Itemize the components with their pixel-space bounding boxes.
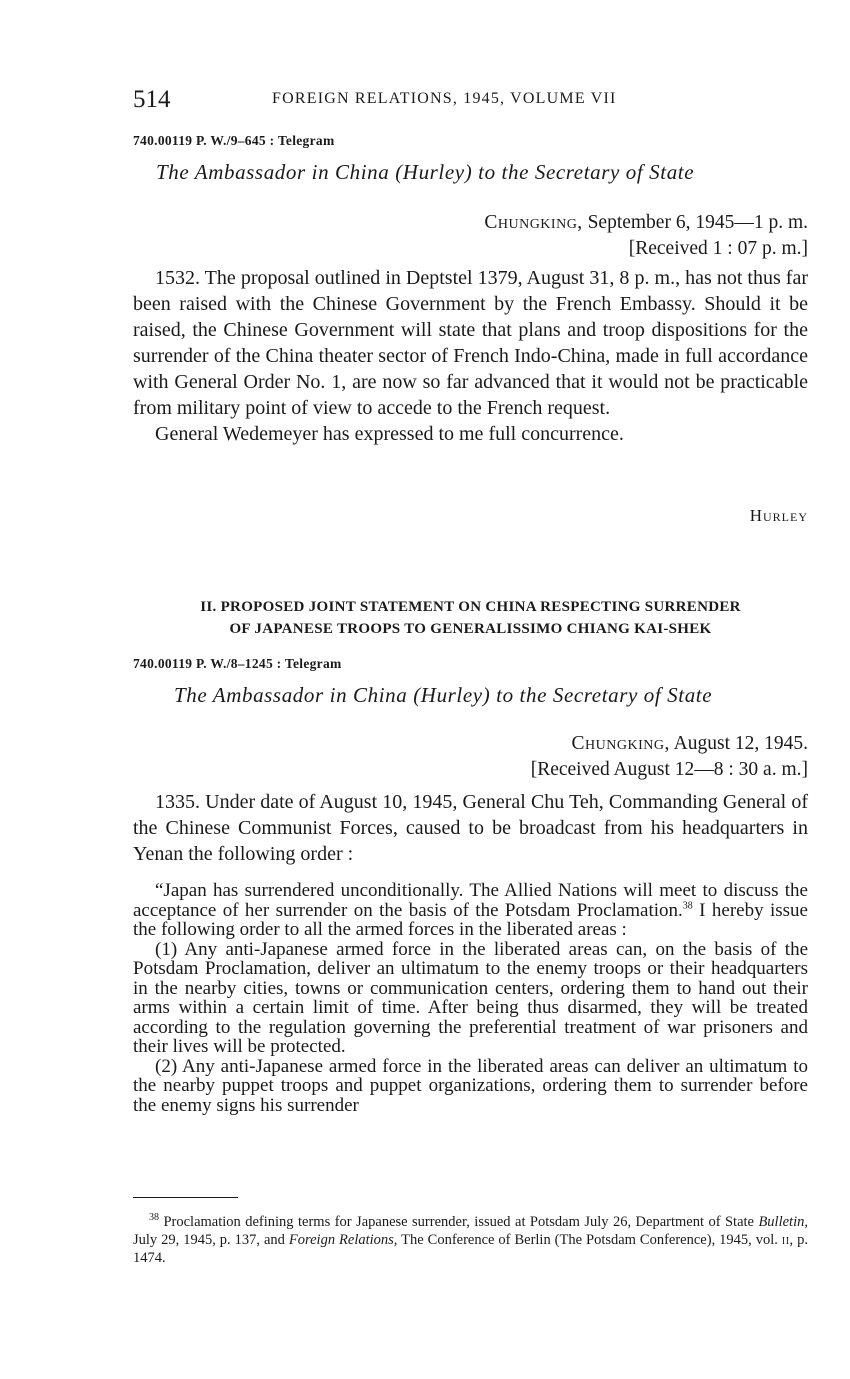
file-reference: 740.00119 P. W./8–1245 : Telegram — [133, 656, 342, 671]
footnote-marker: 38 — [149, 1212, 159, 1224]
dateline-date: August 12, 1945. — [673, 733, 808, 754]
quote-paragraph: (2) Any anti-Japanese armed force in the liberated areas can deliver an ultimatum to the nearby puppet troops and puppet organizations, ordering them to surrender before the enemy signs his surrender — [133, 1055, 808, 1116]
telegram-body — [133, 789, 808, 867]
dateline-date: September 6, 1945—1 p. m. — [587, 212, 808, 233]
dateline — [484, 210, 808, 262]
dateline-place: Chungking, — [484, 212, 583, 233]
file-reference: 740.00119 P. W./9–645 : Telegram — [133, 133, 335, 148]
paragraph: 1335. Under date of August 10, 1945, General Chu Teh, Commanding General of the Chinese Communist Forces, caused to be broadcast from his headquarters in Yenan the following order : — [133, 791, 808, 865]
paragraph: General Wedemeyer has expressed to me full concurrence. — [155, 423, 624, 445]
telegram-body — [133, 265, 808, 447]
footnote-reference: 38 — [682, 900, 693, 912]
running-title: FOREIGN RELATIONS, 1945, VOLUME VII — [272, 90, 617, 107]
quote-paragraph: “Japan has surrendered unconditionally. The Allied Nations will meet to discuss the acceptance of her surrender on the basis of the Potsdam Proclamation.$^{38}$ I hereby issue the following order to all the armed forces in the liberated areas : — [133, 880, 808, 940]
dateline-place: Chungking, — [571, 733, 670, 754]
footnote-rule — [133, 1197, 238, 1198]
footnote: $^{38}$ Proclamation defining terms for Japanese surrender, issued at Potsdam July 26, Department of State Bulletin, July 29, 1945, p. 137, and Foreign Relations, The Conference of Berlin (The Potsdam Conference), 1945, vol. ii, p. 1474. — [133, 1212, 809, 1266]
dateline — [531, 731, 808, 783]
section-title-line: II. PROPOSED JOINT STATEMENT ON CHINA RESPECTING SURRENDER — [200, 599, 741, 615]
received-time: [Received August 12—8 : 30 a. m.] — [530, 759, 808, 780]
paragraph: 1532. The proposal outlined in Deptstel 1379, August 31, 8 p. m., has not thus far been raised with the Chinese Government by the French Embassy. Should it be raised, the Chinese Government will state that plans and troop dispositions for the surrender of the China theater sector of French Indo-China, made in full accordance with General Order No. 1, are now so far advanced that it would not be practicable from military point of view to accede to the French request. — [133, 267, 808, 419]
quoted-order — [133, 881, 808, 1115]
section-title — [133, 596, 808, 640]
received-time: [Received 1 : 07 p. m.] — [628, 238, 808, 259]
quote-paragraph: (1) Any anti-Japanese armed force in the liberated areas can, on the basis of the Potsdam Proclamation, deliver an ultimatum to the enemy troops or their headquarters in the nearby cities, towns or communication centers, ordering them to hand out their arms within a certain limit of time. After being thus disarmed, they will be treated according to the regulation governing the preferential treatment of war prisoners and their lives will be protected. — [133, 938, 808, 1057]
page-number: 514 — [133, 86, 171, 113]
document-heading: The Ambassador in China (Hurley) to the Secretary of State — [156, 160, 695, 184]
signature: Hurley — [749, 506, 808, 525]
section-title-line: OF JAPANESE TROOPS TO GENERALISSIMO CHIANG KAI-SHEK — [229, 621, 712, 637]
document-heading: The Ambassador in China (Hurley) to the Secretary of State — [174, 683, 713, 707]
